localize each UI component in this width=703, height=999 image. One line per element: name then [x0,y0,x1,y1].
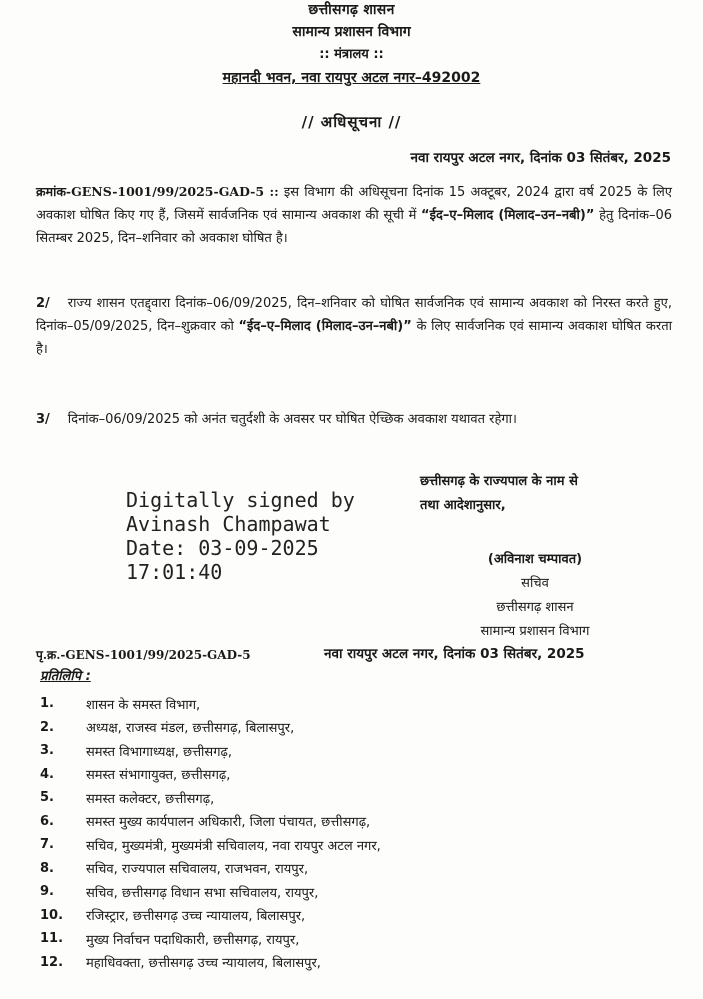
paragraph-3 [36,408,672,431]
order-reference: क्रमांक-GENS-1001/99/2025-GAD-5 :: [36,184,279,199]
list-item-number: 7. [40,837,54,853]
list-item [40,951,670,975]
paragraph-1 [36,180,672,250]
paragraph-2-holiday: “ईद–ए–मिलाद (मिलाद–उन–नबी)” [238,319,412,334]
list-item-text: रजिस्ट्रार, छत्तीसगढ़ उच्च न्यायालय, बिलासपुर, [86,909,306,925]
paragraph-2-text-a: राज्य शासन एतद्द्वारा दिनांक–06/09/2025, दिन–शनिवार को घोषित सार्वजनिक एवं सामान्य अवकाश को निरस्त करते हुए, दिनांक–05/09/2025, दिन–शुक्रवार को [36,296,672,334]
digital-signature-line-4: 17:01:40 [126,560,223,584]
paragraph-2-text-b: के लिए सार्वजनिक एवं सामान्य अवकाश घोषित करता है। [36,319,672,357]
list-item [40,927,670,951]
endorsement-date: नवा रायपुर अटल नगर, दिनांक 03 सितंबर, 2025 [324,646,585,662]
list-item-text: महाधिवक्ता, छत्तीसगढ़ उच्च न्यायालय, बिलासपुर, [86,956,321,972]
paragraph-1-text-b: हेतु दिनांक–06 सितम्बर 2025, दिन–शनिवार को अवकाश घोषित है। [36,208,672,246]
list-item [40,763,670,787]
signatory-block [440,548,630,644]
endorsement-reference: पृ.क्र.-GENS-1001/99/2025-GAD-5 [36,648,251,662]
list-item-text: सचिव, राज्यपाल सचिवालय, राजभवन, रायपुर, [86,862,309,878]
list-item [40,904,670,928]
list-item-number: 12. [40,954,64,970]
endorsement-line [36,646,672,663]
list-item-number: 5. [40,790,54,806]
address-heading: महानदी भवन, नवा रायपुर अटल नगर–492002 [222,70,481,86]
signatory-designation: सचिव [521,576,549,591]
copy-list [40,692,670,974]
list-item-text: शासन के समस्त विभाग, [86,697,201,713]
list-item-text: मुख्य निर्वाचन पदाधिकारी, छत्तीसगढ़, रायपुर, [86,932,300,948]
digital-signature-line-1: Digitally signed by [126,488,355,512]
list-item-number: 2. [40,719,54,735]
list-item-text: समस्त विभागाध्यक्ष, छत्तीसगढ़, [86,744,232,760]
paragraph-3-text: दिनांक–06/09/2025 को अनंत चतुर्दशी के अवसर पर घोषित ऐच्छिक अवकाश यथावत रहेगा। [67,412,517,427]
paragraph-2 [36,292,672,361]
paragraph-2-number: 2/ [36,296,50,311]
list-item-number: 1. [40,696,54,712]
list-item [40,880,670,904]
governor-order-line [420,470,670,518]
list-item-number: 8. [40,860,54,876]
list-item-number: 3. [40,743,54,759]
government-heading: छत्तीसगढ़ शासन [308,2,395,18]
list-item-text: समस्त संभागायुक्त, छत्तीसगढ़, [86,768,231,784]
notification-dateline: नवा रायपुर अटल नगर, दिनांक 03 सितंबर, 2025 [410,150,671,166]
list-item-text: सचिव, मुख्यमंत्री, मुख्यमंत्री सचिवालय, नवा रायपुर अटल नगर, [86,838,381,854]
list-item-text: समस्त कलेक्टर, छत्तीसगढ़, [86,791,215,807]
list-item [40,810,670,834]
digital-signature-line-2: Avinash Champawat [126,512,331,536]
list-item-number: 10. [40,907,64,923]
list-item [40,833,670,857]
list-item [40,857,670,881]
paragraph-1-holiday: “ईद–ए–मिलाद (मिलाद–उन–नबी)” [421,208,595,223]
copy-heading: प्रतिलिपि : [40,669,91,684]
signatory-name: (अविनाश चम्पावत) [487,552,583,567]
list-item-text: अध्यक्ष, राजस्व मंडल, छत्तीसगढ़, बिलासपुर, [86,721,295,737]
signatory-department: सामान्य प्रशासन विभाग [480,624,590,639]
digital-signature-block [126,488,416,584]
list-item [40,739,670,763]
list-item [40,786,670,810]
governor-line-1: छत्तीसगढ़ के राज्यपाल के नाम से [420,474,578,489]
list-item [40,692,670,716]
list-item-text: समस्त मुख्य कार्यपालन अधिकारी, जिला पंचायत, छत्तीसगढ़, [86,815,371,831]
digital-signature-line-3: Date: 03-09-2025 [126,536,319,560]
list-item-number: 6. [40,813,54,829]
list-item-number: 9. [40,884,54,900]
notification-title: // अधिसूचना // [301,113,402,131]
signatory-government: छत्तीसगढ़ शासन [496,600,574,615]
list-item-number: 4. [40,766,54,782]
ministry-heading: :: मंत्रालय :: [319,47,384,62]
department-heading: सामान्य प्रशासन विभाग [292,24,411,40]
list-item [40,716,670,740]
list-item-number: 11. [40,931,64,947]
paragraph-3-number: 3/ [36,412,50,427]
paragraph-1-text-a: इस विभाग की अधिसूचना दिनांक 15 अक्टूबर, 2024 द्वारा वर्ष 2025 के लिए अवकाश घोषित किए गए हैं, जिसमें सार्वजनिक एवं सामान्य अवकाश की सूची में [36,185,672,223]
governor-line-2: तथा आदेशानुसार, [420,498,506,513]
list-item-text: सचिव, छत्तीसगढ़ विधान सभा सचिवालय, रायपुर, [86,885,319,901]
